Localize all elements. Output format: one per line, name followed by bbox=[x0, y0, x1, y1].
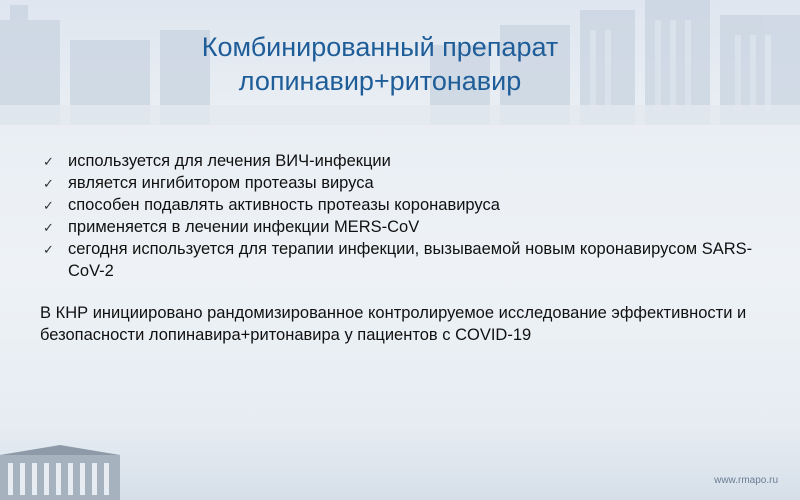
bullet-item bbox=[40, 150, 760, 172]
bullet-text: используется для лечения ВИЧ-инфекции bbox=[68, 152, 391, 170]
bullet-text: способен подавлять активность протеазы коронавируса bbox=[68, 196, 500, 214]
check-icon: ✓ bbox=[43, 198, 54, 213]
check-icon: ✓ bbox=[43, 242, 54, 257]
bullet-item bbox=[40, 238, 760, 282]
check-icon: ✓ bbox=[43, 220, 54, 235]
bullet-list bbox=[40, 150, 760, 282]
footer-url: www.rmapo.ru bbox=[714, 475, 778, 486]
slide-title bbox=[90, 30, 670, 98]
check-icon: ✓ bbox=[43, 154, 54, 169]
slide-content bbox=[40, 150, 760, 363]
bullet-text: применяется в лечении инфекции MERS-CoV bbox=[68, 218, 420, 236]
study-paragraph: В КНР инициировано рандомизированное контролируемое исследование эффективности и безопасности лопинавира+ритонавира у пациентов с COVID-19 bbox=[40, 304, 747, 344]
bullet-text: сегодня используется для терапии инфекции, вызываемой новым коронавирусом SARS-CoV-2 bbox=[68, 240, 753, 280]
bullet-item bbox=[40, 172, 760, 194]
check-icon: ✓ bbox=[43, 176, 54, 191]
title-line-2: лопинавир+ритонавир bbox=[238, 66, 522, 96]
bullet-item bbox=[40, 216, 760, 238]
title-line-1: Комбинированный препарат bbox=[201, 32, 559, 62]
building-image bbox=[0, 445, 120, 500]
bullet-item bbox=[40, 194, 760, 216]
bullet-text: является ингибитором протеазы вируса bbox=[68, 174, 374, 192]
